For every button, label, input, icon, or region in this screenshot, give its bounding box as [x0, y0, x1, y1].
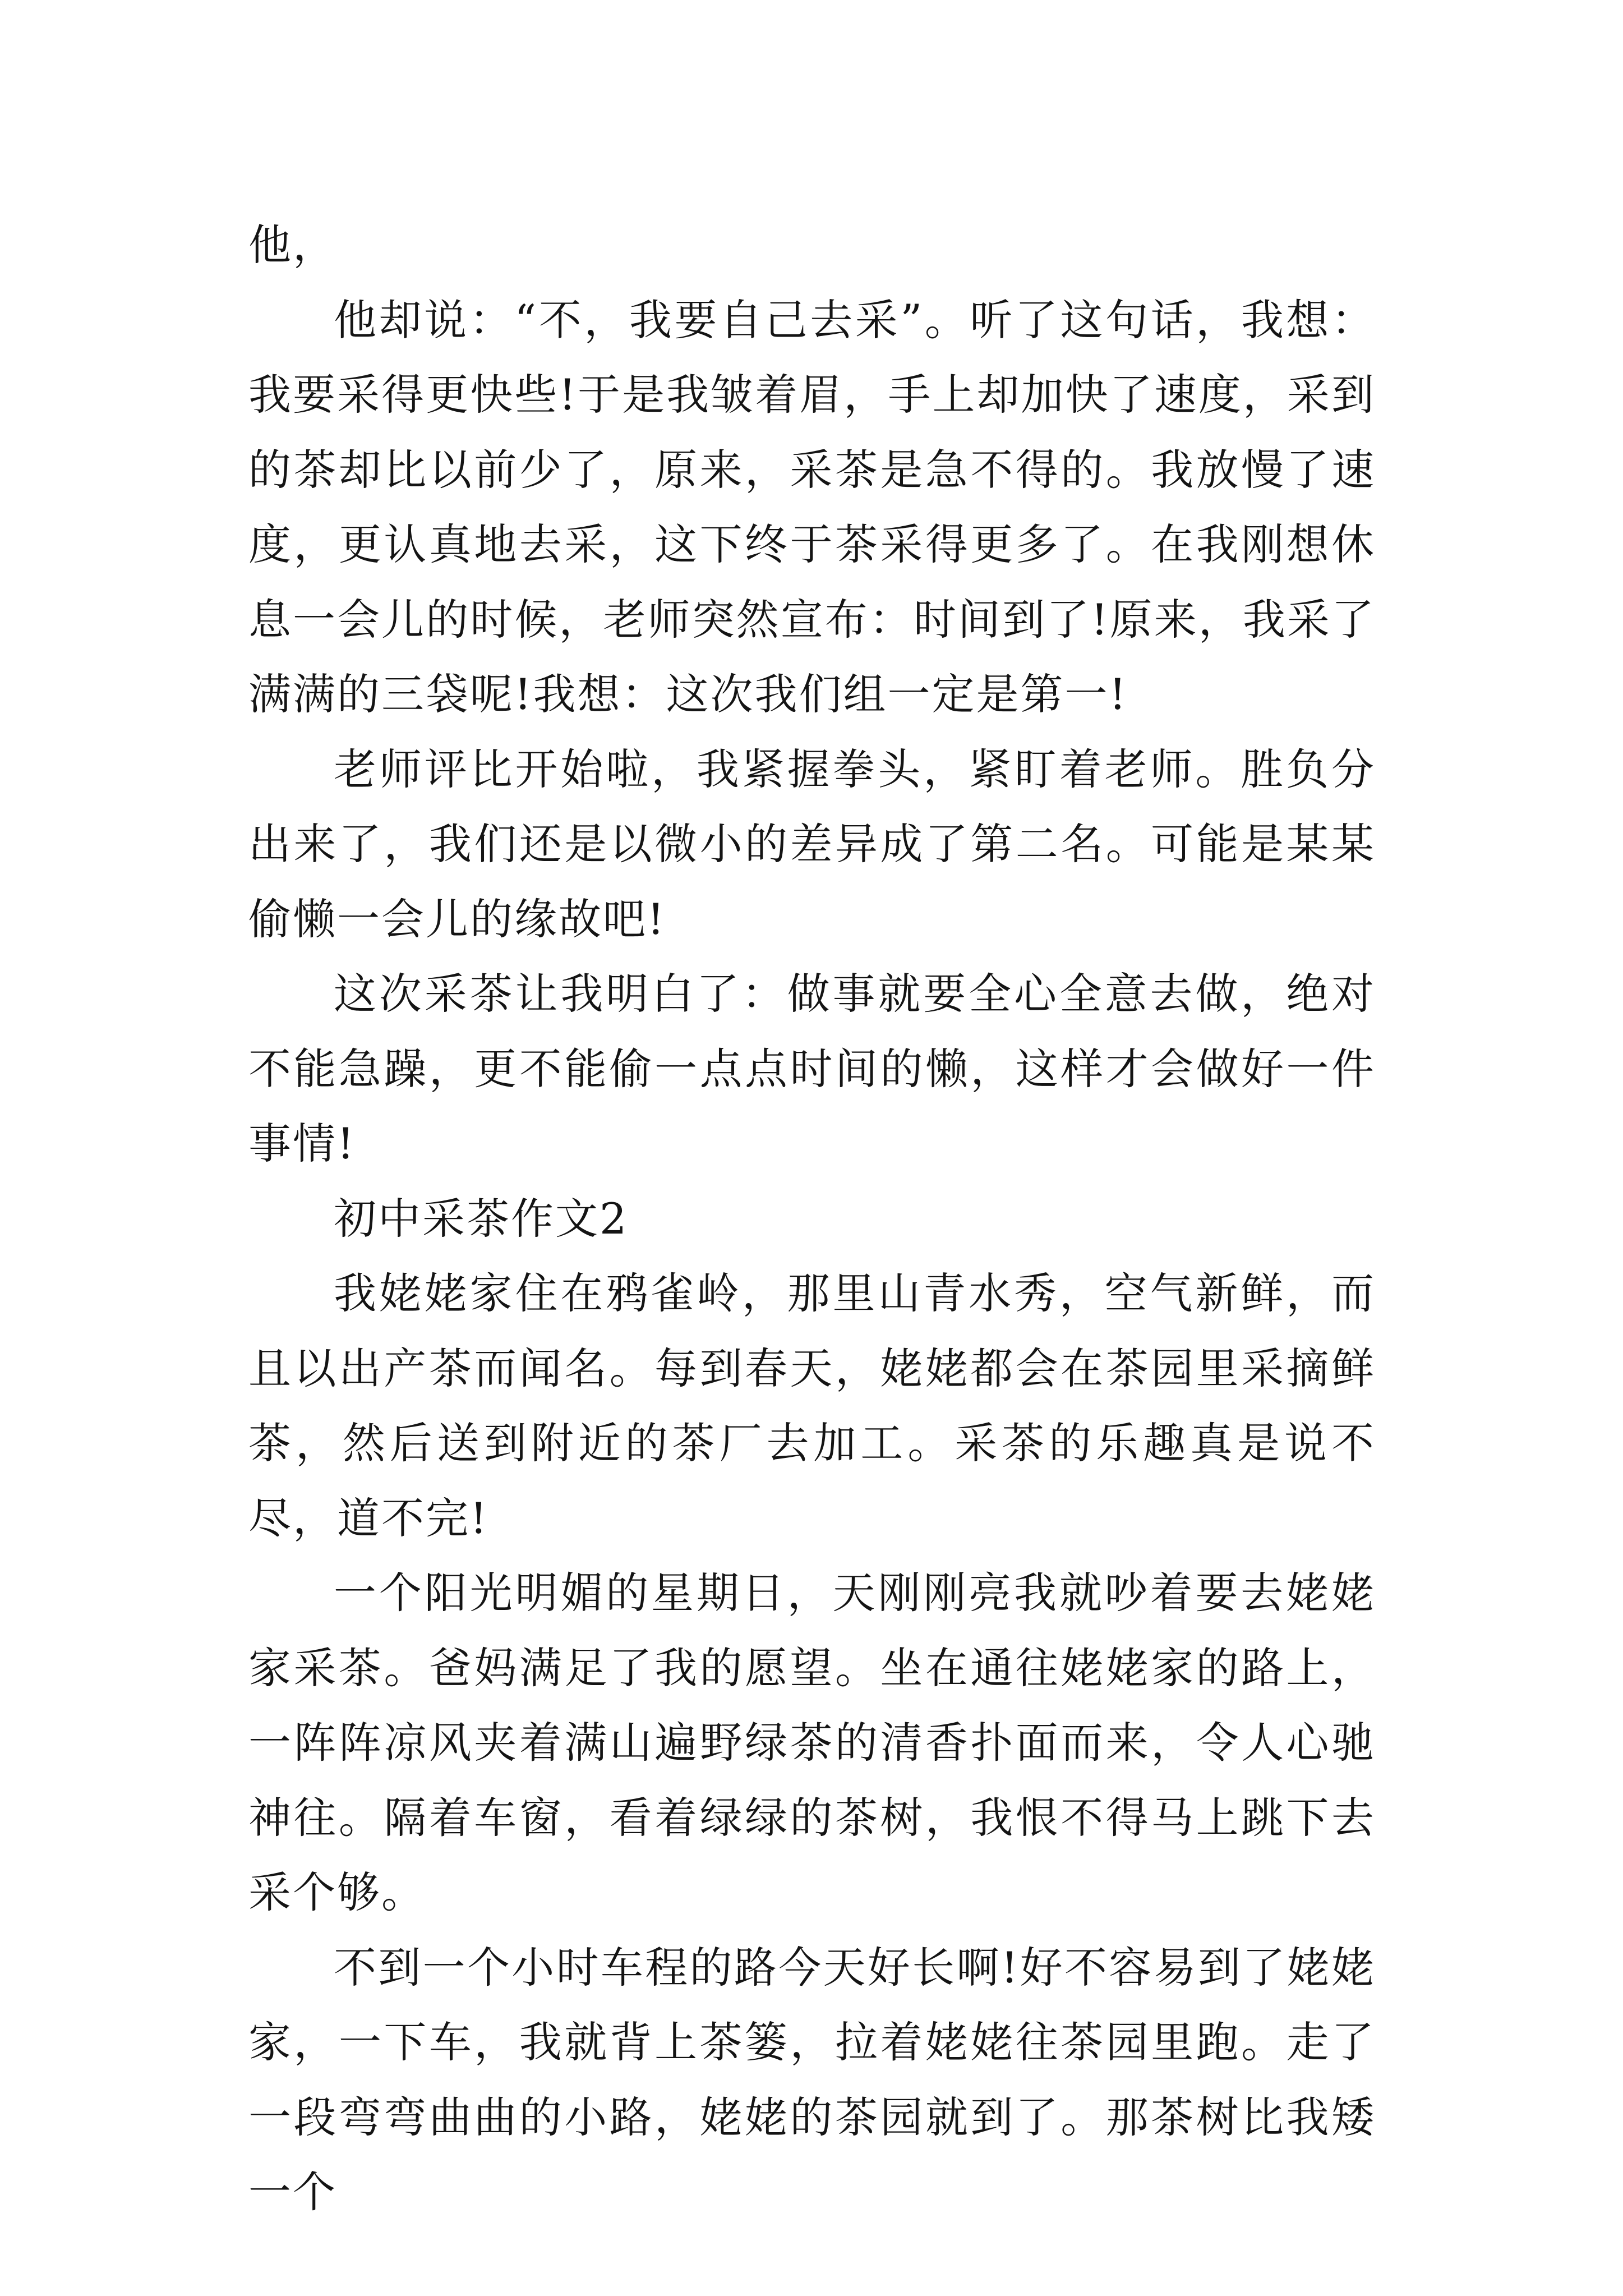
paragraph: 老师评比开始啦，我紧握拳头，紧盯着老师。胜负分出来了，我们还是以微小的差异成了第二名。可能是某某偷懒一会儿的缘故吧!: [248, 744, 1376, 944]
document-body: [248, 208, 1376, 2230]
section-heading: 初中采茶作文2: [334, 1193, 629, 1244]
paragraph: 一个阳光明媚的星期日，天刚刚亮我就吵着要去姥姥家采茶。爸妈满足了我的愿望。坐在通往姥姥家的路上，一阵阵凉风夹着满山遍野绿茶的清香扑面而来，令人心驰神往。隔着车窗，看着绿绿的茶树，我恨不得马上跳下去采个够。: [248, 1568, 1376, 1917]
paragraph: 我姥姥家住在鸦雀岭，那里山青水秀，空气新鲜，而且以出产茶而闻名。每到春天，姥姥都会在茶园里采摘鲜茶，然后送到附近的茶厂去加工。采茶的乐趣真是说不尽，道不完!: [248, 1268, 1376, 1543]
paragraph: 不到一个小时车程的路今天好长啊!好不容易到了姥姥家，一下车，我就背上茶篓，拉着姥姥往茶园里跑。走了一段弯弯曲曲的小路，姥姥的茶园就到了。那茶树比我矮一个: [248, 1942, 1376, 2217]
paragraph-continuation: 他，: [248, 220, 337, 270]
paragraph: 他却说：“不，我要自己去采”。听了这句话，我想：我要采得更快些!于是我皱着眉，手上却加快了速度，采到的茶却比以前少了，原来，采茶是急不得的。我放慢了速度，更认真地去采，这下终于茶采得更多了。在我刚想休息一会儿的时候，老师突然宣布：时间到了!原来，我采了满满的三袋呢!我想：这次我们组一定是第一!: [248, 295, 1376, 719]
paragraph: 这次采茶让我明白了：做事就要全心全意去做，绝对不能急躁，更不能偷一点点时间的懒，这样才会做好一件事情!: [248, 969, 1376, 1168]
